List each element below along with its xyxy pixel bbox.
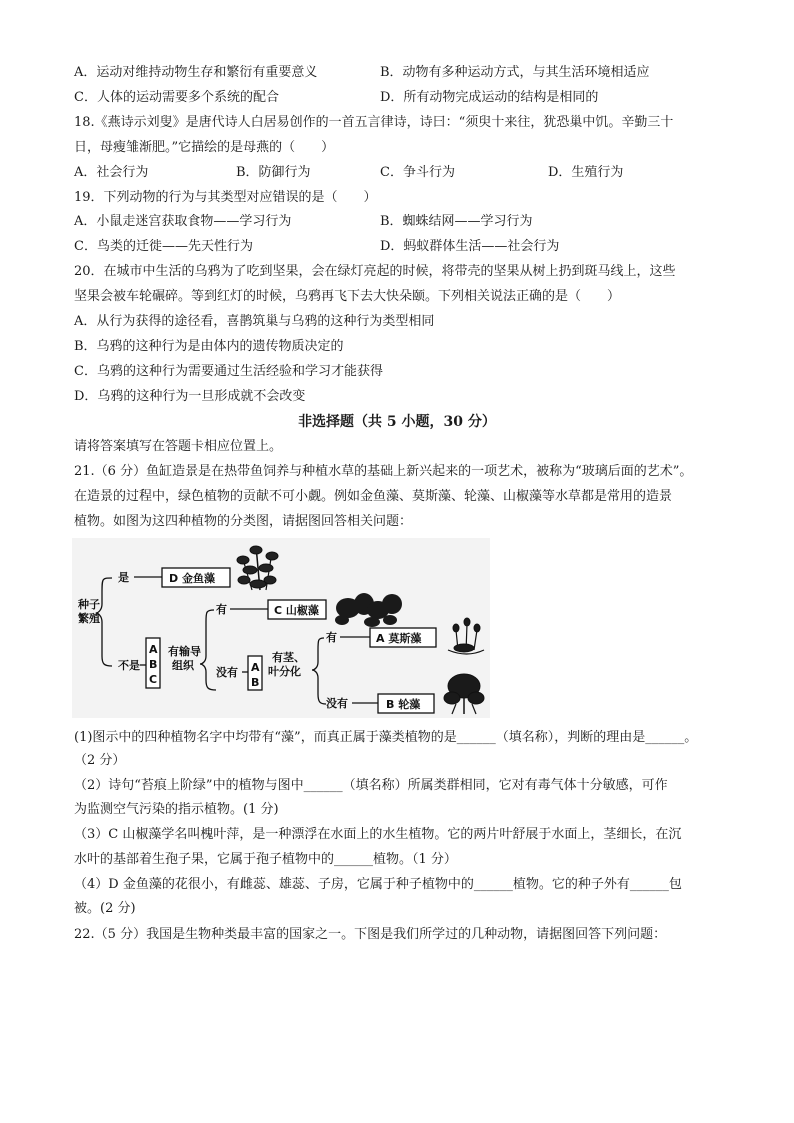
moss-illustration <box>448 618 484 654</box>
q19-stem: 19．下列动物的行为与其类型对应错误的是（ ） <box>74 190 377 205</box>
diagram-vascular-line1: 有输导 <box>168 645 201 658</box>
diagram-ab-a: A <box>251 661 260 674</box>
q21-stem-line2: 在造景的过程中，绿色植物的贡献不可小觑。例如金鱼藻、莫斯藻、轮藻、山椒藻等水草都是常用的造景 <box>74 489 673 504</box>
diagram-svg <box>72 538 490 718</box>
q21-stem-line1: 21.（6 分）鱼缸造景是在热带鱼饲养与种植水草的基础上新兴起来的一项艺术，被称为“玻璃后面的艺术”。 <box>74 464 693 479</box>
plant-classification-diagram <box>72 538 490 718</box>
q17-option-d: D．所有动物完成运动的结构是相同的 <box>380 90 599 105</box>
diagram-has-not2-label: 没有 <box>326 697 348 710</box>
q20-stem-line1: 20．在城市中生活的乌鸦为了吃到坚果，会在绿灯亮起的时候，将带壳的坚果从树上扔到斑马线上，这些 <box>74 264 676 279</box>
q21-sub1-line2: （2 分） <box>74 753 126 768</box>
q19-option-b: B．蜘蛛结网——学习行为 <box>380 214 533 229</box>
diagram-has-not-label: 没有 <box>216 666 238 679</box>
hornwort-illustration <box>237 546 278 590</box>
diagram-label-c: C 山椒藻 <box>274 604 319 617</box>
diagram-has-label: 有 <box>216 603 227 616</box>
diagram-ab-b: B <box>251 676 260 689</box>
q18-option-b: B．防御行为 <box>236 165 311 180</box>
q20-option-b: B．乌鸦的这种行为是由体内的遗传物质决定的 <box>74 339 344 354</box>
diagram-vascular-line2: 组织 <box>172 659 194 672</box>
diagram-label-d: D 金鱼藻 <box>169 572 215 585</box>
q21-sub1-line1: (1)图示中的四种植物名字中均带有“藻”，而真正属于藻类植物的是______（填名称），判断的理由是______。 <box>74 730 698 745</box>
q18-option-a: A．社会行为 <box>74 165 149 180</box>
diagram-no-label: 不是 <box>118 659 140 672</box>
chara-illustration <box>444 674 484 714</box>
diagram-abc-c: C <box>149 673 158 686</box>
diagram-abc-a: A <box>149 643 158 656</box>
diagram-root-line2: 繁殖 <box>78 612 100 625</box>
q17-option-c: C．人体的运动需要多个系统的配合 <box>74 90 279 105</box>
diagram-yes-label: 是 <box>118 571 129 584</box>
q20-option-a: A．从行为获得的途径看，喜鹊筑巢与乌鸦的这种行为类型相同 <box>74 314 435 329</box>
diagram-stemleaf-line2: 叶分化 <box>268 665 301 678</box>
diagram-stemleaf-line1: 有茎、 <box>272 651 305 664</box>
q21-stem-line3: 植物。如图为这四种植物的分类图，请据图回答相关问题： <box>74 514 413 529</box>
q19-option-a: A．小鼠走迷宫获取食物——学习行为 <box>74 214 292 229</box>
q20-option-c: C．乌鸦的这种行为需要通过生活经验和学习才能获得 <box>74 364 383 379</box>
q19-option-d: D．蚂蚁群体生活——社会行为 <box>380 239 560 254</box>
diagram-label-b: B 轮藻 <box>386 698 421 711</box>
diagram-label-a: A 莫斯藻 <box>376 632 422 645</box>
q21-sub4-line1: （4）D 金鱼藻的花很小，有雌蕊、雄蕊、子房，它属于种子植物中的______植物。它的种子外有______包 <box>74 877 682 892</box>
diagram-brace-stemleaf <box>312 638 326 704</box>
salvinia-illustration <box>335 593 402 627</box>
q21-sub2-line1: （2）诗句“苔痕上阶绿”中的植物与图中______（填名称）所属类群相同，它对有毒气体十分敏感，可作 <box>74 778 668 793</box>
q17-option-a: A．运动对维持动物生存和繁衍有重要意义 <box>74 65 318 80</box>
q21-sub3-line2: 水叶的基部着生孢子果，它属于孢子植物中的______植物。（1 分） <box>74 852 457 867</box>
diagram-has2-label: 有 <box>326 631 337 644</box>
diagram-root-line1: 种子 <box>78 598 100 611</box>
q18-option-c: C．争斗行为 <box>380 165 455 180</box>
q18-option-d: D．生殖行为 <box>548 165 624 180</box>
q21-sub3-line1: （3）C 山椒藻学名叫槐叶萍，是一种漂浮在水面上的水生植物。它的两片叶舒展于水面上，茎细长，在沉 <box>74 827 682 842</box>
q21-sub4-line2: 被。(2 分) <box>74 901 136 916</box>
q20-option-d: D．乌鸦的这种行为一旦形成就不会改变 <box>74 389 306 404</box>
section-title: 非选择题（共 5 小题，30 分） <box>298 414 496 430</box>
q19-option-c: C．鸟类的迁徙——先天性行为 <box>74 239 253 254</box>
q20-stem-line2: 坚果会被车轮碾碎。等到红灯的时候，乌鸦再飞下去大快朵颐。下列相关说法正确的是（ ） <box>74 289 621 304</box>
section-instruction: 请将答案填写在答题卡相应位置上。 <box>74 439 283 454</box>
q18-stem-line2: 日，母瘦雏渐肥。”它描绘的是母燕的（ ） <box>74 140 335 155</box>
q21-sub2-line2: 为监测空气污染的指示植物。(1 分) <box>74 802 279 817</box>
diagram-abc-b: B <box>149 658 158 671</box>
q22-stem-line1: 22.（5 分）我国是生物种类最丰富的国家之一。下图是我们所学过的几种动物，请据图回答下列问题： <box>74 927 667 942</box>
diagram-brace-vascular <box>200 610 216 690</box>
q18-stem-line1: 18.《燕诗示刘叟》是唐代诗人白居易创作的一首五言律诗，诗曰：“须臾十来往，犹恐巢中饥。辛勤三十 <box>74 115 674 130</box>
q17-option-b: B．动物有多种运动方式，与其生活环境相适应 <box>380 65 650 80</box>
